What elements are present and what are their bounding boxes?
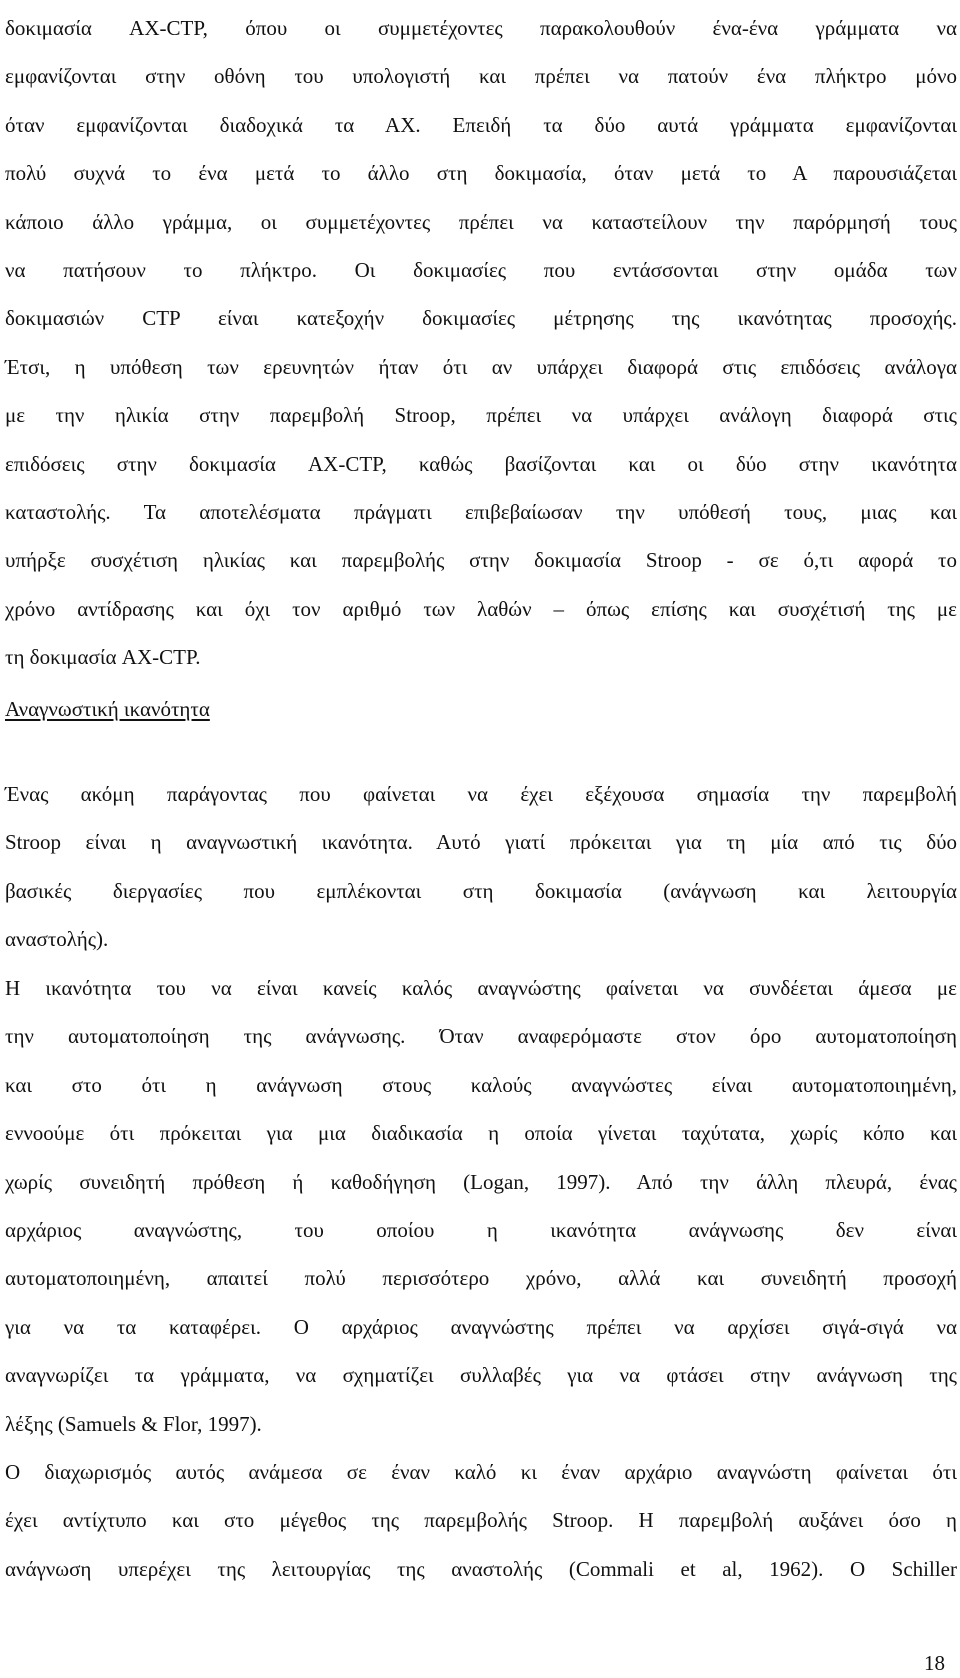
text-line: αναστολής). <box>5 927 109 952</box>
text-line: ανάγνωση υπερέχει της λειτουργίας της αναστολής (Commali et al, 1962). Ο Schiller <box>5 1556 957 1581</box>
text-line: υπήρξε συσχέτιση ηλικίας και παρεμβολής στην δοκιμασία Stroop - σε ό,τι αφορά το <box>5 548 957 573</box>
text-line: δοκιμασία AX-CTP, όπου οι συμμετέχοντες παρακολουθούν ένα-ένα γράμματα να <box>5 16 957 40</box>
text-line: αναγνωρίζει τα γράμματα, να σχηματίζει συλλαβές για να φτάσει στην ανάγνωση της <box>5 1363 957 1388</box>
paragraph-3 <box>5 964 957 1448</box>
text-line: βασικές διεργασίες που εμπλέκονται στη δοκιμασία (ανάγνωση και λειτουργία <box>5 878 957 903</box>
text-line: όταν εμφανίζονται διαδοχικά τα ΑΧ. Επειδή τα δύο αυτά γράμματα εμφανίζονται <box>5 112 957 137</box>
text-line: αυτοματοποιημένη, απαιτεί πολύ περισσότερο χρόνο, αλλά και συνειδητή προσοχή <box>5 1266 957 1291</box>
page-number: 18 <box>924 1651 945 1675</box>
text-line: δοκιμασιών CTP είναι κατεξοχήν δοκιμασίες μέτρησης της ικανότητας προσοχής. <box>5 306 957 331</box>
text-line: πολύ συχνά το ένα μετά το άλλο στη δοκιμασία, όταν μετά το Α παρουσιάζεται <box>5 161 957 186</box>
text-line: έχει αντίχτυπο και στο μέγεθος της παρεμβολής Stroop. Η παρεμβολή αυξάνει όσο η <box>5 1508 957 1533</box>
section-heading: Αναγνωστική ικανότητα <box>5 697 210 721</box>
text-line: Η ικανότητα του να είναι κανείς καλός αναγνώστης φαίνεται να συνδέεται άμεσα με <box>5 976 957 1000</box>
text-line: κάποιο άλλο γράμμα, οι συμμετέχοντες πρέπει να καταστείλουν την παρόρμησή τους <box>5 209 957 234</box>
text-line: χρόνο αντίδρασης και όχι τον αριθμό των λαθών – όπως επίσης και συσχέτισή της με <box>5 596 957 621</box>
text-line: Ένας ακόμη παράγοντας που φαίνεται να έχει εξέχουσα σημασία την παρεμβολή <box>5 782 957 806</box>
text-line: εννοούμε ότι πρόκειται για μια διαδικασία η οποία γίνεται ταχύτατα, χωρίς κόπο και <box>5 1121 957 1146</box>
text-line: αρχάριος αναγνώστης, του οποίου η ικανότητα ανάγνωσης δεν είναι <box>5 1217 957 1242</box>
text-line: καταστολής. Τα αποτελέσματα πράγματι επιβεβαίωσαν την υπόθεσή τους, μιας και <box>5 499 957 524</box>
text-line: για να τα καταφέρει. Ο αρχάριος αναγνώστης πρέπει να αρχίσει σιγά-σιγά να <box>5 1314 957 1339</box>
text-line: Ο διαχωρισμός αυτός ανάμεσα σε έναν καλό κι έναν αρχάριο αναγνώστη φαίνεται ότι <box>5 1460 957 1484</box>
paragraph-1 <box>5 4 957 681</box>
text-line: Stroop είναι η αναγνωστική ικανότητα. Αυτό γιατί πρόκειται για τη μία από τις δύο <box>5 830 957 855</box>
text-line: χωρίς συνειδητή πρόθεση ή καθοδήγηση (Logan, 1997). Από την άλλη πλευρά, ένας <box>5 1169 957 1194</box>
paragraph-2 <box>5 770 957 964</box>
text-line: τη δοκιμασία AX-CTP. <box>5 645 201 670</box>
text-line: και στο ότι η ανάγνωση στους καλούς αναγνώστες είναι αυτοματοποιημένη, <box>5 1072 957 1097</box>
text-line: να πατήσουν το πλήκτρο. Οι δοκιμασίες που εντάσσονται στην ομάδα των <box>5 257 957 282</box>
text-line: την αυτοματοποίηση της ανάγνωσης. Όταν αναφερόμαστε στον όρο αυτοματοποίηση <box>5 1024 957 1049</box>
section-heading-block <box>5 685 957 733</box>
text-line: επιδόσεις στην δοκιμασία AX-CTP, καθώς βασίζονται και οι δύο στην ικανότητα <box>5 451 957 476</box>
text-line: λέξης (Samuels & Flor, 1997). <box>5 1411 262 1436</box>
text-line: Έτσι, η υπόθεση των ερευνητών ήταν ότι αν υπάρχει διαφορά στις επιδόσεις ανάλογα <box>5 354 957 379</box>
paragraph-4 <box>5 1448 957 1593</box>
text-line: με την ηλικία στην παρεμβολή Stroop, πρέπει να υπάρχει ανάλογη διαφορά στις <box>5 403 957 428</box>
text-line: εμφανίζονται στην οθόνη του υπολογιστή και πρέπει να πατούν ένα πλήκτρο μόνο <box>5 64 957 89</box>
